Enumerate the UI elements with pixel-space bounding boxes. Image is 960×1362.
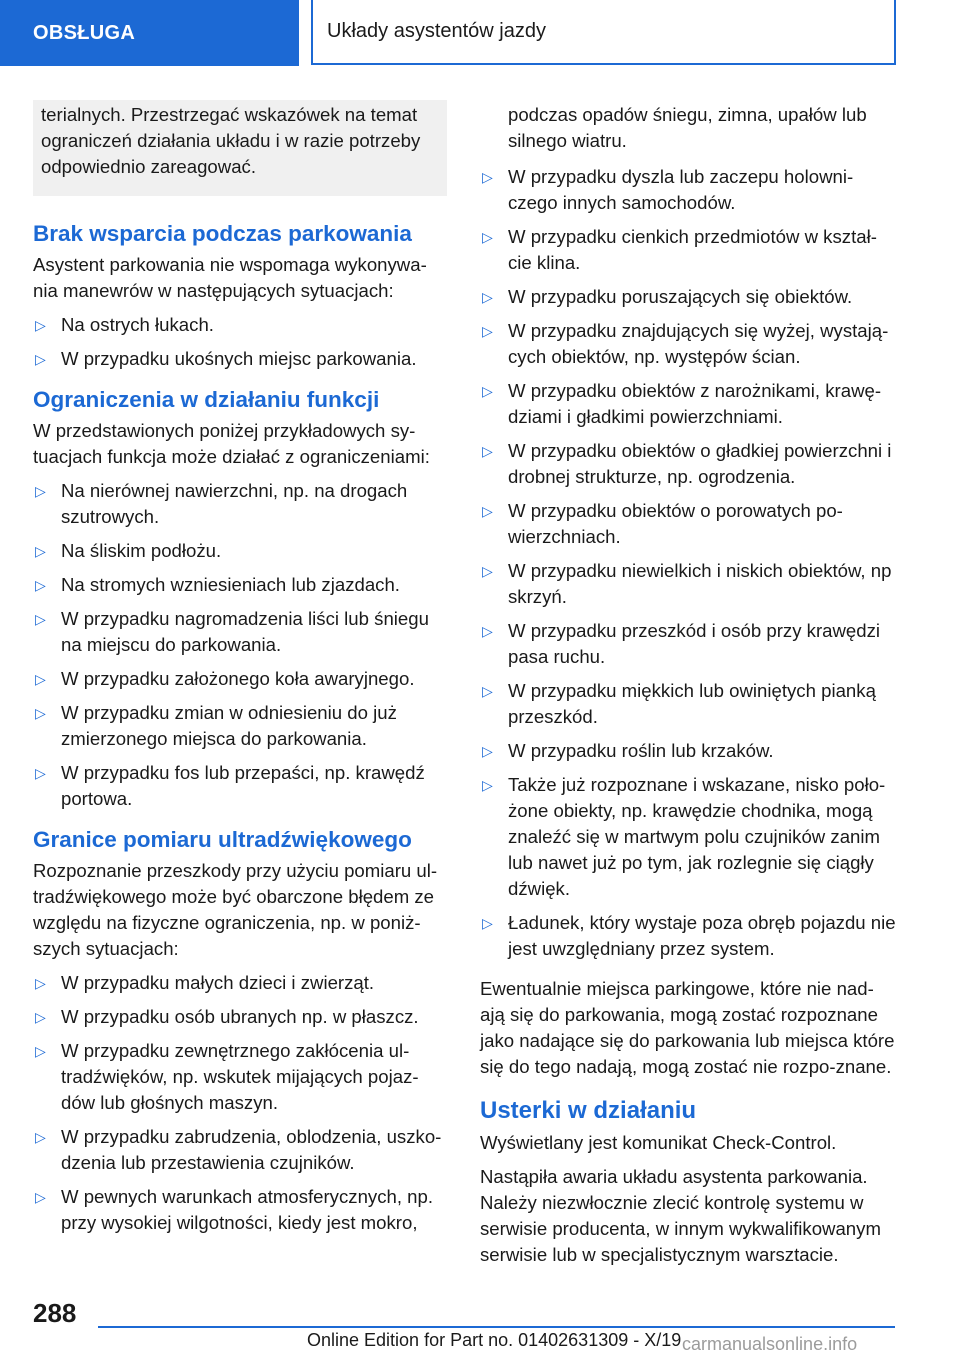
note-text: terialnych. Przestrzegać wskazówek na temat ograniczeń działania układu i w razie potrzeby odpowiednio zareagować. bbox=[41, 104, 421, 177]
section-header bbox=[311, 0, 896, 65]
section-intro: W przedstawionych poniżej przykładowych sy-tuacjach funkcja może działać z ograniczeniami: bbox=[33, 420, 430, 467]
triangle-bullet-icon: ▷ bbox=[35, 1129, 46, 1145]
triangle-bullet-icon: ▷ bbox=[35, 611, 46, 627]
section-no-parking-support bbox=[33, 220, 447, 372]
left-column bbox=[33, 100, 447, 1250]
continuation-text: podczas opadów śniegu, zimna, upałów lub silnego wiatru. bbox=[508, 104, 867, 151]
list-item: ▷ W przypadku obiektów z narożnikami, krawę-dziami i gładkimi powierzchniami. bbox=[482, 380, 882, 427]
triangle-bullet-icon: ▷ bbox=[482, 683, 493, 699]
section-heading: Ograniczenia w działaniu funkcji bbox=[33, 387, 380, 412]
list-item: ▷ W przypadku obiektów o gładkiej powierzchni i drobnej strukturze, np. ogrodzenia. bbox=[482, 440, 892, 487]
triangle-bullet-icon: ▷ bbox=[482, 503, 493, 519]
triangle-bullet-icon: ▷ bbox=[482, 383, 493, 399]
triangle-bullet-icon: ▷ bbox=[35, 765, 46, 781]
bullet-list bbox=[33, 478, 447, 812]
section-function-limits bbox=[33, 386, 447, 812]
list-item: ▷ W przypadku przeszkód i osób przy krawędzi pasa ruchu. bbox=[482, 620, 881, 667]
triangle-bullet-icon: ▷ bbox=[35, 351, 46, 367]
list-item: ▷ W przypadku nagromadzenia liści lub śniegu na miejscu do parkowania. bbox=[35, 608, 429, 655]
triangle-bullet-icon: ▷ bbox=[35, 317, 46, 333]
triangle-bullet-icon: ▷ bbox=[35, 483, 46, 499]
note-box bbox=[33, 100, 447, 196]
triangle-bullet-icon: ▷ bbox=[482, 777, 493, 793]
list-item: ▷ Na stromych wzniesieniach lub zjazdach. bbox=[33, 572, 447, 598]
section-intro: Asystent parkowania nie wspomaga wykonywa-nia manewrów w następujących sytuacjach: bbox=[33, 254, 427, 301]
list-item: ▷ Na ostrych łukach. bbox=[33, 312, 447, 338]
bullet-list bbox=[33, 970, 447, 1236]
parking-recognition-paragraph: Ewentualnie miejsca parkingowe, które nie nad-ają się do parkowania, mogą zostać rozpoznane jako nadające się do parkowania lub miejsca które się do tego nadają, mogą zostać nie rozpo-znane. bbox=[480, 978, 895, 1077]
page-number: 288 bbox=[33, 1298, 77, 1328]
list-item: ▷ W przypadku małych dzieci i zwierząt. bbox=[33, 970, 447, 996]
list-item: ▷ Na nierównej nawierzchni, np. na drogach szutrowych. bbox=[35, 480, 408, 527]
list-item: ▷ Na śliskim podłożu. bbox=[33, 538, 447, 564]
bullet-list bbox=[33, 312, 447, 372]
list-item: ▷ W przypadku założonego koła awaryjnego. bbox=[33, 666, 447, 692]
triangle-bullet-icon: ▷ bbox=[35, 1189, 46, 1205]
triangle-bullet-icon: ▷ bbox=[482, 743, 493, 759]
list-item: ▷ W przypadku cienkich przedmiotów w kształ-cie klina. bbox=[482, 226, 877, 273]
section-intro: Rozpoznanie przeszkody przy użyciu pomiaru ul-tradźwiękowego może być obarczone błędem ze względu na fizyczne ograniczenia, np. w poniż-szych sytuacjach: bbox=[33, 860, 438, 959]
triangle-bullet-icon: ▷ bbox=[482, 443, 493, 459]
list-item: ▷ W pewnych warunkach atmosferycznych, np. przy wysokiej wilgotności, kiedy jest mokro, bbox=[35, 1186, 434, 1233]
triangle-bullet-icon: ▷ bbox=[482, 169, 493, 185]
list-item: ▷ W przypadku roślin lub krzaków. bbox=[480, 738, 896, 764]
section-heading: Brak wsparcia podczas parkowania bbox=[33, 221, 412, 246]
triangle-bullet-icon: ▷ bbox=[482, 323, 493, 339]
edition-text: Online Edition for Part no. 01402631309 - X/19 bbox=[307, 1330, 682, 1350]
section-malfunctions bbox=[480, 1096, 896, 1268]
section-heading: Usterki w działaniu bbox=[480, 1097, 697, 1124]
list-item: ▷ W przypadku fos lub przepaści, np. krawędź portowa. bbox=[35, 762, 425, 809]
list-item: ▷ Ładunek, który wystaje poza obręb pojazdu nie jest uwzględniany przez system. bbox=[482, 912, 896, 959]
right-column bbox=[480, 102, 896, 1276]
triangle-bullet-icon: ▷ bbox=[35, 975, 46, 991]
chapter-tab bbox=[0, 0, 299, 66]
list-item: ▷ W przypadku zabrudzenia, oblodzenia, uszko-dzenia lub przestawienia czujników. bbox=[35, 1126, 442, 1173]
triangle-bullet-icon: ▷ bbox=[35, 705, 46, 721]
section-ultrasonic-limits bbox=[33, 826, 447, 1236]
list-item: ▷ W przypadku znajdujących się wyżej, wystają-cych obiektów, np. występów ścian. bbox=[482, 320, 889, 367]
section-title: Układy asystentów jazdy bbox=[327, 20, 546, 42]
list-item: ▷ W przypadku osób ubranych np. w płaszcz. bbox=[33, 1004, 447, 1030]
watermark: carmanualsonline.info bbox=[682, 1334, 858, 1354]
triangle-bullet-icon: ▷ bbox=[35, 1009, 46, 1025]
triangle-bullet-icon: ▷ bbox=[35, 1043, 46, 1059]
check-control-text: Wyświetlany jest komunikat Check-Control. bbox=[480, 1132, 837, 1153]
list-item: ▷ W przypadku poruszających się obiektów. bbox=[480, 284, 896, 310]
triangle-bullet-icon: ▷ bbox=[482, 623, 493, 639]
list-item: ▷ W przypadku miękkich lub owiniętych pianką przeszkód. bbox=[482, 680, 876, 727]
bullet-list bbox=[480, 164, 896, 962]
triangle-bullet-icon: ▷ bbox=[482, 229, 493, 245]
section-heading: Granice pomiaru ultradźwiękowego bbox=[33, 827, 412, 852]
triangle-bullet-icon: ▷ bbox=[482, 915, 493, 931]
list-item: ▷ W przypadku obiektów o porowatych po-wierzchniach. bbox=[482, 500, 843, 547]
triangle-bullet-icon: ▷ bbox=[35, 577, 46, 593]
list-item: ▷ W przypadku ukośnych miejsc parkowania. bbox=[33, 346, 447, 372]
list-item: ▷ W przypadku niewielkich i niskich obiektów, np skrzyń. bbox=[482, 560, 892, 607]
triangle-bullet-icon: ▷ bbox=[482, 289, 493, 305]
chapter-title: OBSŁUGA bbox=[33, 21, 136, 44]
failure-text: Nastąpiła awaria układu asystenta parkowania. Należy niezwłocznie zlecić kontrolę systemu w serwisie producenta, w innym wykwalifikowanym serwisie lub w specjalistycznym warsztacie. bbox=[480, 1166, 881, 1265]
list-item: ▷ Także już rozpoznane i wskazane, nisko poło-żone obiekty, np. krawędzie chodnika, mogą znaleźć się w martwym polu czujników zanim lub nawet już po tym, jak rozlegnie się ciągły dźwięk. bbox=[482, 774, 886, 899]
footer-divider bbox=[98, 1326, 895, 1328]
list-item: ▷ W przypadku zmian w odniesieniu do już zmierzonego miejsca do parkowania. bbox=[35, 702, 397, 749]
list-item: ▷ W przypadku zewnętrznego zakłócenia ul-tradźwięków, np. wskutek mijających pojaz-dów lub głośnych maszyn. bbox=[35, 1040, 419, 1113]
triangle-bullet-icon: ▷ bbox=[35, 671, 46, 687]
triangle-bullet-icon: ▷ bbox=[482, 563, 493, 579]
triangle-bullet-icon: ▷ bbox=[35, 543, 46, 559]
list-item: ▷ W przypadku dyszla lub zaczepu holowni-czego innych samochodów. bbox=[482, 166, 854, 213]
